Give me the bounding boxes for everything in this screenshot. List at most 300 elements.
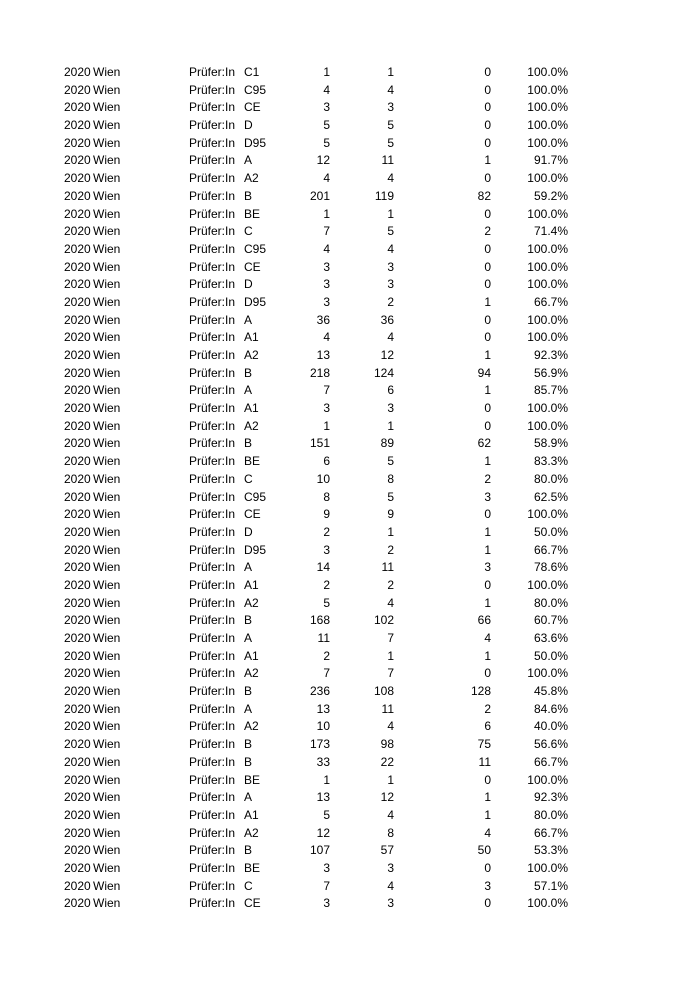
role-cell: Prüfer:In xyxy=(189,701,236,716)
total-cell: 12 xyxy=(316,825,330,840)
passed-cell: 3 xyxy=(387,896,394,911)
class-cell: CE xyxy=(244,259,261,274)
total-cell: 3 xyxy=(323,294,330,309)
class-cell: C95 xyxy=(244,489,267,504)
total-cell: 3 xyxy=(323,401,330,416)
table-row xyxy=(0,789,700,807)
total-cell: 168 xyxy=(309,613,330,628)
class-cell: C1 xyxy=(244,65,260,79)
passed-cell: 4 xyxy=(387,595,394,610)
city-cell: Wien xyxy=(93,648,121,663)
table-row xyxy=(0,276,700,294)
failed-cell: 0 xyxy=(484,135,491,150)
role-cell: Prüfer:In xyxy=(189,82,236,97)
role-cell: Prüfer:In xyxy=(189,100,236,115)
role-cell: Prüfer:In xyxy=(189,790,236,805)
failed-cell: 0 xyxy=(484,507,491,522)
rate-cell: 100.0% xyxy=(527,860,568,875)
rate-cell: 100.0% xyxy=(527,65,568,79)
table-row xyxy=(0,772,700,790)
rate-cell: 100.0% xyxy=(527,418,568,433)
total-cell: 5 xyxy=(323,807,330,822)
passed-cell: 108 xyxy=(373,684,394,699)
year-cell: 2020 xyxy=(64,896,91,911)
rate-cell: 59.2% xyxy=(533,188,568,203)
role-cell: Prüfer:In xyxy=(189,241,236,256)
class-cell: CE xyxy=(244,896,261,911)
role-cell: Prüfer:In xyxy=(189,577,236,592)
city-cell: Wien xyxy=(93,153,121,168)
table-row xyxy=(0,701,700,719)
city-cell: Wien xyxy=(93,684,121,699)
total-cell: 1 xyxy=(323,65,330,79)
class-cell: D95 xyxy=(244,542,267,557)
passed-cell: 3 xyxy=(387,860,394,875)
passed-cell: 102 xyxy=(373,613,394,628)
year-cell: 2020 xyxy=(64,807,91,822)
passed-cell: 4 xyxy=(387,171,394,186)
year-cell: 2020 xyxy=(64,613,91,628)
failed-cell: 0 xyxy=(484,100,491,115)
rate-cell: 45.8% xyxy=(533,684,568,699)
passed-cell: 4 xyxy=(387,241,394,256)
rate-cell: 100.0% xyxy=(527,82,568,97)
role-cell: Prüfer:In xyxy=(189,153,236,168)
table-row xyxy=(0,718,700,736)
total-cell: 8 xyxy=(323,489,330,504)
rate-cell: 57.1% xyxy=(533,878,568,893)
failed-cell: 0 xyxy=(484,118,491,133)
rate-cell: 78.6% xyxy=(533,560,568,575)
role-cell: Prüfer:In xyxy=(189,348,236,362)
total-cell: 2 xyxy=(323,524,330,539)
failed-cell: 3 xyxy=(484,489,491,504)
failed-cell: 128 xyxy=(470,684,491,699)
role-cell: Prüfer:In xyxy=(189,188,236,203)
year-cell: 2020 xyxy=(64,206,91,221)
table-row xyxy=(0,683,700,701)
year-cell: 2020 xyxy=(64,224,91,239)
year-cell: 2020 xyxy=(64,188,91,203)
total-cell: 4 xyxy=(323,171,330,186)
role-cell: Prüfer:In xyxy=(189,843,236,858)
rate-cell: 60.7% xyxy=(533,613,568,628)
role-cell: Prüfer:In xyxy=(189,878,236,893)
failed-cell: 66 xyxy=(477,613,491,628)
class-cell: D xyxy=(244,118,253,133)
year-cell: 2020 xyxy=(64,294,91,309)
role-cell: Prüfer:In xyxy=(189,737,236,752)
failed-cell: 0 xyxy=(484,418,491,433)
rate-cell: 50.0% xyxy=(533,648,568,663)
table-row xyxy=(0,895,700,913)
city-cell: Wien xyxy=(93,224,121,239)
table-row xyxy=(0,471,700,489)
rate-cell: 100.0% xyxy=(527,577,568,592)
role-cell: Prüfer:In xyxy=(189,825,236,840)
role-cell: Prüfer:In xyxy=(189,365,236,380)
passed-cell: 5 xyxy=(387,118,394,133)
class-cell: CE xyxy=(244,507,261,522)
failed-cell: 0 xyxy=(484,171,491,186)
failed-cell: 82 xyxy=(477,188,491,203)
passed-cell: 5 xyxy=(387,489,394,504)
city-cell: Wien xyxy=(93,807,121,822)
class-cell: A xyxy=(244,790,253,805)
class-cell: CE xyxy=(244,100,261,115)
total-cell: 9 xyxy=(323,507,330,522)
role-cell: Prüfer:In xyxy=(189,118,236,133)
table-row xyxy=(0,347,700,365)
class-cell: A xyxy=(244,631,253,645)
rate-cell: 92.3% xyxy=(533,348,568,362)
city-cell: Wien xyxy=(93,613,121,628)
total-cell: 1 xyxy=(323,772,330,787)
rate-cell: 83.3% xyxy=(533,454,568,469)
city-cell: Wien xyxy=(93,454,121,469)
table-row xyxy=(0,312,700,330)
total-cell: 12 xyxy=(316,153,330,168)
city-cell: Wien xyxy=(93,135,121,150)
class-cell: B xyxy=(244,684,253,699)
table-row xyxy=(0,559,700,577)
year-cell: 2020 xyxy=(64,843,91,858)
role-cell: Prüfer:In xyxy=(189,684,236,699)
passed-cell: 5 xyxy=(387,224,394,239)
year-cell: 2020 xyxy=(64,259,91,274)
passed-cell: 3 xyxy=(387,401,394,416)
class-cell: A1 xyxy=(244,330,259,345)
year-cell: 2020 xyxy=(64,118,91,133)
role-cell: Prüfer:In xyxy=(189,401,236,416)
passed-cell: 8 xyxy=(387,471,394,486)
rate-cell: 84.6% xyxy=(533,701,568,716)
table-row xyxy=(0,64,700,82)
failed-cell: 4 xyxy=(484,631,491,645)
passed-cell: 1 xyxy=(387,648,394,663)
class-cell: A xyxy=(244,560,253,575)
city-cell: Wien xyxy=(93,65,121,79)
rate-cell: 58.9% xyxy=(533,436,568,451)
rate-cell: 100.0% xyxy=(527,241,568,256)
failed-cell: 1 xyxy=(484,348,491,362)
rate-cell: 92.3% xyxy=(533,790,568,805)
passed-cell: 5 xyxy=(387,135,394,150)
city-cell: Wien xyxy=(93,754,121,769)
city-cell: Wien xyxy=(93,577,121,592)
failed-cell: 0 xyxy=(484,312,491,327)
total-cell: 107 xyxy=(309,843,330,858)
class-cell: A2 xyxy=(244,418,259,433)
role-cell: Prüfer:In xyxy=(189,206,236,221)
city-cell: Wien xyxy=(93,82,121,97)
table-row xyxy=(0,453,700,471)
table-row xyxy=(0,99,700,117)
city-cell: Wien xyxy=(93,206,121,221)
table-row xyxy=(0,736,700,754)
failed-cell: 1 xyxy=(484,790,491,805)
class-cell: C95 xyxy=(244,241,267,256)
city-cell: Wien xyxy=(93,241,121,256)
class-cell: B xyxy=(244,737,253,752)
passed-cell: 1 xyxy=(387,206,394,221)
table-row xyxy=(0,259,700,277)
year-cell: 2020 xyxy=(64,666,91,681)
city-cell: Wien xyxy=(93,471,121,486)
role-cell: Prüfer:In xyxy=(189,135,236,150)
class-cell: BE xyxy=(244,454,261,469)
class-cell: A2 xyxy=(244,171,259,186)
year-cell: 2020 xyxy=(64,312,91,327)
role-cell: Prüfer:In xyxy=(189,613,236,628)
class-cell: B xyxy=(244,365,253,380)
rate-cell: 100.0% xyxy=(527,118,568,133)
role-cell: Prüfer:In xyxy=(189,454,236,469)
table-row xyxy=(0,489,700,507)
passed-cell: 7 xyxy=(387,631,394,645)
table-row xyxy=(0,294,700,312)
passed-cell: 1 xyxy=(387,772,394,787)
total-cell: 5 xyxy=(323,118,330,133)
class-cell: BE xyxy=(244,860,261,875)
passed-cell: 36 xyxy=(380,312,394,327)
rate-cell: 80.0% xyxy=(533,471,568,486)
class-cell: C xyxy=(244,224,253,239)
passed-cell: 3 xyxy=(387,259,394,274)
rate-cell: 100.0% xyxy=(527,896,568,911)
city-cell: Wien xyxy=(93,825,121,840)
table-row xyxy=(0,754,700,772)
city-cell: Wien xyxy=(93,595,121,610)
total-cell: 7 xyxy=(323,224,330,239)
year-cell: 2020 xyxy=(64,277,91,292)
year-cell: 2020 xyxy=(64,171,91,186)
year-cell: 2020 xyxy=(64,560,91,575)
total-cell: 3 xyxy=(323,896,330,911)
failed-cell: 1 xyxy=(484,542,491,557)
year-cell: 2020 xyxy=(64,471,91,486)
table-row xyxy=(0,152,700,170)
failed-cell: 0 xyxy=(484,241,491,256)
role-cell: Prüfer:In xyxy=(189,860,236,875)
table-row xyxy=(0,382,700,400)
total-cell: 10 xyxy=(316,719,330,734)
role-cell: Prüfer:In xyxy=(189,666,236,681)
class-cell: A xyxy=(244,701,253,716)
failed-cell: 1 xyxy=(484,524,491,539)
failed-cell: 1 xyxy=(484,648,491,663)
class-cell: C95 xyxy=(244,82,267,97)
table-row xyxy=(0,612,700,630)
passed-cell: 11 xyxy=(381,153,394,168)
city-cell: Wien xyxy=(93,277,121,292)
total-cell: 7 xyxy=(323,878,330,893)
passed-cell: 1 xyxy=(387,418,394,433)
rate-cell: 56.9% xyxy=(533,365,568,380)
class-cell: A2 xyxy=(244,666,259,681)
city-cell: Wien xyxy=(93,100,121,115)
city-cell: Wien xyxy=(93,542,121,557)
role-cell: Prüfer:In xyxy=(189,648,236,663)
passed-cell: 12 xyxy=(380,348,394,362)
role-cell: Prüfer:In xyxy=(189,896,236,911)
table-row xyxy=(0,170,700,188)
total-cell: 218 xyxy=(309,365,330,380)
class-cell: A2 xyxy=(244,719,259,734)
role-cell: Prüfer:In xyxy=(189,631,236,645)
class-cell: A xyxy=(244,312,253,327)
failed-cell: 0 xyxy=(484,206,491,221)
year-cell: 2020 xyxy=(64,790,91,805)
year-cell: 2020 xyxy=(64,436,91,451)
failed-cell: 2 xyxy=(484,471,491,486)
failed-cell: 62 xyxy=(477,436,491,451)
city-cell: Wien xyxy=(93,259,121,274)
table-row xyxy=(0,117,700,135)
total-cell: 5 xyxy=(323,135,330,150)
failed-cell: 1 xyxy=(484,454,491,469)
total-cell: 33 xyxy=(316,754,330,769)
year-cell: 2020 xyxy=(64,365,91,380)
rate-cell: 66.7% xyxy=(533,825,568,840)
rate-cell: 100.0% xyxy=(527,401,568,416)
role-cell: Prüfer:In xyxy=(189,524,236,539)
total-cell: 7 xyxy=(323,383,330,398)
passed-cell: 4 xyxy=(387,807,394,822)
class-cell: D95 xyxy=(244,135,267,150)
rate-cell: 66.7% xyxy=(533,754,568,769)
failed-cell: 6 xyxy=(484,719,491,734)
year-cell: 2020 xyxy=(64,860,91,875)
failed-cell: 3 xyxy=(484,878,491,893)
failed-cell: 1 xyxy=(484,383,491,398)
role-cell: Prüfer:In xyxy=(189,542,236,557)
table-row xyxy=(0,418,700,436)
role-cell: Prüfer:In xyxy=(189,471,236,486)
city-cell: Wien xyxy=(93,348,121,362)
rate-cell: 62.5% xyxy=(533,489,568,504)
year-cell: 2020 xyxy=(64,489,91,504)
passed-cell: 124 xyxy=(373,365,394,380)
failed-cell: 2 xyxy=(484,224,491,239)
rate-cell: 66.7% xyxy=(533,542,568,557)
rate-cell: 50.0% xyxy=(533,524,568,539)
rate-cell: 100.0% xyxy=(527,277,568,292)
year-cell: 2020 xyxy=(64,383,91,398)
failed-cell: 1 xyxy=(484,294,491,309)
table-row xyxy=(0,630,700,648)
rate-cell: 80.0% xyxy=(533,807,568,822)
city-cell: Wien xyxy=(93,436,121,451)
city-cell: Wien xyxy=(93,560,121,575)
failed-cell: 11 xyxy=(478,754,491,769)
passed-cell: 2 xyxy=(387,542,394,557)
table-row xyxy=(0,188,700,206)
failed-cell: 0 xyxy=(484,577,491,592)
rate-cell: 91.7% xyxy=(533,153,568,168)
failed-cell: 0 xyxy=(484,330,491,345)
rate-cell: 53.3% xyxy=(533,843,568,858)
year-cell: 2020 xyxy=(64,348,91,362)
role-cell: Prüfer:In xyxy=(189,312,236,327)
year-cell: 2020 xyxy=(64,878,91,893)
table-row xyxy=(0,878,700,896)
table-row xyxy=(0,435,700,453)
city-cell: Wien xyxy=(93,171,121,186)
passed-cell: 1 xyxy=(387,65,394,79)
city-cell: Wien xyxy=(93,772,121,787)
rate-cell: 100.0% xyxy=(527,330,568,345)
class-cell: A2 xyxy=(244,595,259,610)
city-cell: Wien xyxy=(93,666,121,681)
total-cell: 10 xyxy=(316,471,330,486)
passed-cell: 3 xyxy=(387,277,394,292)
total-cell: 14 xyxy=(316,560,330,575)
failed-cell: 0 xyxy=(484,401,491,416)
total-cell: 1 xyxy=(323,206,330,221)
year-cell: 2020 xyxy=(64,82,91,97)
total-cell: 4 xyxy=(323,82,330,97)
year-cell: 2020 xyxy=(64,772,91,787)
passed-cell: 7 xyxy=(387,666,394,681)
class-cell: B xyxy=(244,613,253,628)
city-cell: Wien xyxy=(93,401,121,416)
class-cell: B xyxy=(244,436,253,451)
year-cell: 2020 xyxy=(64,684,91,699)
total-cell: 151 xyxy=(309,436,330,451)
year-cell: 2020 xyxy=(64,754,91,769)
class-cell: C xyxy=(244,878,253,893)
total-cell: 3 xyxy=(323,100,330,115)
role-cell: Prüfer:In xyxy=(189,754,236,769)
total-cell: 3 xyxy=(323,542,330,557)
city-cell: Wien xyxy=(93,524,121,539)
year-cell: 2020 xyxy=(64,719,91,734)
year-cell: 2020 xyxy=(64,330,91,345)
rate-cell: 100.0% xyxy=(527,135,568,150)
rate-cell: 100.0% xyxy=(527,206,568,221)
city-cell: Wien xyxy=(93,188,121,203)
rate-cell: 100.0% xyxy=(527,171,568,186)
table-row xyxy=(0,82,700,100)
city-cell: Wien xyxy=(93,330,121,345)
table-row xyxy=(0,400,700,418)
total-cell: 13 xyxy=(316,348,330,362)
role-cell: Prüfer:In xyxy=(189,224,236,239)
rate-cell: 80.0% xyxy=(533,595,568,610)
passed-cell: 4 xyxy=(387,330,394,345)
city-cell: Wien xyxy=(93,737,121,752)
failed-cell: 0 xyxy=(484,860,491,875)
passed-cell: 57 xyxy=(380,843,394,858)
total-cell: 4 xyxy=(323,241,330,256)
role-cell: Prüfer:In xyxy=(189,807,236,822)
rate-cell: 66.7% xyxy=(533,294,568,309)
class-cell: A2 xyxy=(244,825,259,840)
failed-cell: 50 xyxy=(477,843,491,858)
class-cell: C xyxy=(244,471,253,486)
year-cell: 2020 xyxy=(64,454,91,469)
failed-cell: 75 xyxy=(477,737,491,752)
class-cell: A2 xyxy=(244,348,259,362)
year-cell: 2020 xyxy=(64,507,91,522)
passed-cell: 98 xyxy=(380,737,394,752)
role-cell: Prüfer:In xyxy=(189,383,236,398)
class-cell: B xyxy=(244,843,253,858)
role-cell: Prüfer:In xyxy=(189,418,236,433)
total-cell: 173 xyxy=(309,737,330,752)
failed-cell: 1 xyxy=(484,153,491,168)
